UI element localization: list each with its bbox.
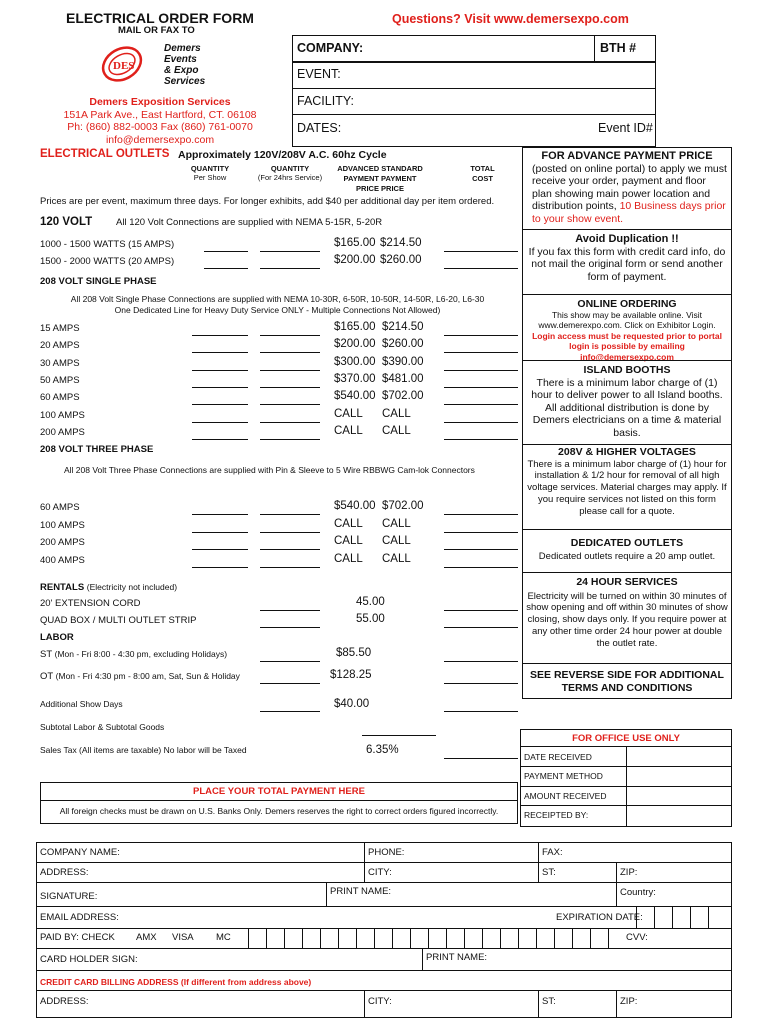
qty-input[interactable] [192,352,248,353]
24-hour-section: 24 HOUR SERVICES Electricity will be turned on within 30 minutes of show opening and off within 30 minutes of show closing, show days only. If you require power at any other time order 24 hour power at double the outlet rate. [526,576,728,649]
qty-input[interactable] [192,404,248,405]
qty-input[interactable] [192,549,248,550]
v208s-adv-price: $200.00 [334,338,376,351]
expiration-date-field[interactable]: EXPIRATION DATE: [556,912,643,923]
expiration-cell-divider [690,906,691,928]
total-input[interactable] [444,268,518,269]
qty-input[interactable] [260,683,320,684]
qty-input[interactable] [260,251,320,252]
country-field[interactable]: Country: [620,887,656,898]
cvv-field[interactable]: CVV: [626,932,648,943]
expiration-cell-divider [654,906,655,928]
svg-text:DES: DES [113,60,135,72]
v208t-desc: All 208 Volt Three Phase Connections are supplied with Pin & Sleeve to 5 Wire RBBWG Cam-lok Connectors [64,465,475,475]
v208s-row-label: 20 AMPS [40,340,80,352]
total-input[interactable] [444,387,518,388]
advance-payment-section: FOR ADVANCE PAYMENT PRICE (posted on online portal) to apply we must receive your order, payment and floor plan showing main power location and distribution points, 10 Business days prior to your show event. [532,150,727,225]
total-input[interactable] [444,335,518,336]
v120-row-label: 1000 - 1500 WATTS (15 AMPS) [40,239,175,250]
rental-cord-label: 20' EXTENSION CORD [40,598,141,609]
billing-zip-field[interactable]: ZIP: [620,996,638,1007]
billing-address-title: CREDIT CARD BILLING ADDRESS (If different from address above) [40,977,312,987]
qty-24-input[interactable] [260,549,320,550]
col-quantity-24: QUANTITY (For 24hrs Service) [257,164,323,182]
rentals-title: RENTALS (Electricity not included) [40,582,178,593]
address-field[interactable]: ADDRESS: [40,867,89,878]
v208t-title: 208 VOLT THREE PHASE [40,444,154,455]
col-advanced-standard: ADVANCED STANDARD PAYMENT PAYMENT PRICE PRICE [337,164,423,193]
rental-strip-label: QUAD BOX / MULTI OUTLET STRIP [40,615,197,626]
event-field[interactable]: EVENT: [297,67,341,81]
qty-input[interactable] [192,532,248,533]
labor-title: LABOR [40,632,74,643]
qty-24-input[interactable] [260,567,320,568]
qty-input[interactable] [260,268,320,269]
card-number-input[interactable] [248,928,622,948]
qty-24-input[interactable] [260,352,320,353]
v208s-row-label: 15 AMPS [40,323,80,334]
dedicated-outlets-section: DEDICATED OUTLETS Dedicated outlets require a 20 amp outlet. [538,537,716,562]
v208s-std-price: CALL [382,424,411,437]
phone-field[interactable]: PHONE: [368,847,405,858]
v208s-std-price: $702.00 [382,390,424,403]
qty-input[interactable] [192,439,248,440]
labor-ot-price: $128.25 [330,669,372,681]
dates-field[interactable]: DATES: [297,121,342,135]
print-name-field[interactable]: PRINT NAME: [330,886,392,897]
amount-received-field[interactable]: AMOUNT RECEIVED [524,791,607,801]
qty-input[interactable] [260,627,320,628]
tax-label: Sales Tax (All items are taxable) No labor will be Taxed [40,745,247,755]
v208s-row-label: 30 AMPS [40,357,80,369]
v208s-row-label: 200 AMPS [40,426,85,438]
qty-24-input[interactable] [260,387,320,388]
duplication-section: Avoid Duplication !! If you fax this form with credit card info, do not mail the original form or send another form of payment. [528,233,726,283]
v208t-row-label: 60 AMPS [40,502,80,513]
v208s-adv-price: $165.00 [334,321,376,333]
show-days-price: $40.00 [334,698,370,710]
company-name-field[interactable]: COMPANY NAME: [40,847,120,858]
form-title: ELECTRICAL ORDER FORM [66,10,254,26]
paid-by-visa[interactable]: VISA [172,932,194,943]
zip-field[interactable]: ZIP: [620,867,638,878]
qty-input[interactable] [192,422,248,423]
show-days-label: Additional Show Days [40,699,123,709]
billing-address-field[interactable]: ADDRESS: [40,996,89,1007]
total-input[interactable] [444,610,518,611]
tax-input[interactable] [444,758,518,759]
qty-input[interactable] [192,387,248,388]
v208t-std-price: CALL [382,517,411,530]
total-input[interactable] [444,352,518,353]
rental-cord-price: 45.00 [356,596,385,608]
v208s-std-price: $481.00 [382,372,424,385]
v208s-row-label: 60 AMPS [40,392,80,404]
labor-st-price: $85.50 [336,647,372,659]
v208s-adv-price: $300.00 [334,355,376,368]
booth-field[interactable]: BTH # [600,41,637,55]
v208t-std-price: $702.00 [382,500,424,512]
total-payment-label: PLACE YOUR TOTAL PAYMENT HERE [193,786,365,797]
total-input[interactable] [444,514,518,515]
logo-swirl-icon [98,40,148,90]
col-quantity: QUANTITY Per Show [190,164,230,182]
state-field[interactable]: ST: [542,867,556,878]
v208s-row-label: 100 AMPS [40,409,85,421]
billing-state-field[interactable]: ST: [542,996,556,1007]
total-input[interactable] [444,251,518,252]
qty-input[interactable] [192,335,248,336]
card-holder-sign-field[interactable]: CARD HOLDER SIGN: [40,954,138,965]
qty-input[interactable] [192,514,248,515]
v208t-std-price: CALL [382,535,411,547]
v208t-adv-price: CALL [334,552,363,565]
signature-field[interactable]: SIGNATURE: [40,891,98,902]
qty-24-input[interactable] [260,439,320,440]
payment-method-field[interactable]: PAYMENT METHOD [524,771,603,781]
total-input[interactable] [444,661,518,662]
v120-std-price: $260.00 [380,254,422,266]
qty-input[interactable] [192,370,248,371]
v120-title: 120 VOLT [40,216,93,228]
v208s-std-price: $390.00 [382,355,424,368]
v208s-adv-price: CALL [334,407,363,420]
v208s-title: 208 VOLT SINGLE PHASE [40,276,157,287]
v120-adv-price: $165.00 [334,237,376,249]
subtotal-input[interactable] [362,735,436,736]
tax-rate: 6.35% [366,744,399,756]
expiration-cell-divider [708,906,709,928]
total-input[interactable] [444,711,518,712]
paid-by-amx[interactable]: AMX [136,932,157,943]
pricing-note: Prices are per event, maximum three days. For longer exhibits, add $40 per additional day per item ordered. [40,196,495,207]
v120-row-label: 1500 - 2000 WATTS (20 AMPS) [40,256,175,267]
v208t-row-label: 200 AMPS [40,537,85,548]
qty-24-input[interactable] [260,370,320,371]
labor-ot: OT (Mon - Fri 4:30 pm - 8:00 am, Sat, Sun & Holiday [40,671,240,682]
questions-link[interactable]: Questions? Visit www.demersexpo.com [392,12,629,26]
qty-24-input[interactable] [260,404,320,405]
email-field[interactable]: EMAIL ADDRESS: [40,912,119,923]
v208t-std-price: CALL [382,552,411,565]
date-received-field[interactable]: DATE RECEIVED [524,752,592,762]
qty-input[interactable] [260,610,320,611]
total-input[interactable] [444,370,518,371]
expiration-cell-divider [672,906,673,928]
qty-24-input[interactable] [260,335,320,336]
high-voltage-section: 208V & HIGHER VOLTAGES There is a minimum labor charge of (1) hour for installation & 1/2 hour for removal of all high voltage services. Material charges may apply. If you require services not listed on this form please call for a quote. [527,446,727,517]
qty-input[interactable] [192,567,248,568]
outlets-title: ELECTRICAL OUTLETS [40,148,170,160]
v208s-std-price: $214.50 [382,321,424,333]
total-input[interactable] [444,404,518,405]
v208t-adv-price: CALL [334,535,363,547]
rental-strip-price: 55.00 [356,613,385,625]
company-field[interactable]: COMPANY: [297,41,364,55]
receipted-by-field[interactable]: RECEIPTED BY: [524,810,589,820]
island-booths-section: ISLAND BOOTHS There is a minimum labor charge of (1) hour to deliver power to all Island booths. All additional distribution is done by Demers electricians on a time & material basis. [531,364,723,439]
print-name-field-2[interactable]: PRINT NAME: [426,952,488,963]
v208s-adv-price: $540.00 [334,390,376,403]
subtotal-label: Subtotal Labor & Subtotal Goods [40,722,165,732]
v208s-row-label: 50 AMPS [40,374,80,386]
labor-st: ST (Mon - Fri 8:00 - 4:30 pm, excluding Holidays) [40,649,228,660]
fax-field[interactable]: FAX: [542,847,563,858]
total-input[interactable] [444,627,518,628]
v208t-adv-price: $540.00 [334,500,376,512]
v120-std-price: $214.50 [380,237,422,249]
v208t-adv-price: CALL [334,517,363,530]
qty-input[interactable] [260,661,320,662]
company-address-block: Demers Exposition Services 151A Park Ave., East Hartford, CT. 06108 Ph: (860) 882-0003 Fax (860) 761-0070 info@demersexpo.com [63,96,257,146]
outlets-cycle: Approximately 120V/208V A.C. 60hz Cycle [178,149,387,161]
total-input[interactable] [444,422,518,423]
event-id-field[interactable]: Event ID# [598,121,653,135]
total-input[interactable] [444,532,518,533]
qty-input[interactable] [260,711,320,712]
paid-by-check[interactable]: PAID BY: CHECK [40,932,115,943]
online-ordering-section: ONLINE ORDERING This show may be available online. Visit www.demerexpo.com. Click on Exhibitor Login. Login access must be requested prior to portal login is possible by emailing info@demersexpo.com [532,298,722,362]
reverse-side-note: SEE REVERSE SIDE FOR ADDITIONAL TERMS AND CONDITIONS [530,669,724,694]
qty-24-input[interactable] [260,532,320,533]
v208s-adv-price: $370.00 [334,372,376,385]
total-input[interactable] [444,439,518,440]
total-input[interactable] [444,683,518,684]
v208t-row-label: 100 AMPS [40,519,85,531]
facility-field[interactable]: FACILITY: [297,94,354,108]
city-field[interactable]: CITY: [368,867,392,878]
foreign-checks-note: All foreign checks must be drawn on U.S. Banks Only. Demers reserves the right to correct orders figured incorrectly. [59,806,499,816]
demers-logo: DES Demers Events & Expo Services [98,40,218,90]
qty-24-input[interactable] [260,422,320,423]
col-total-cost: TOTAL COST [470,164,495,183]
v208s-std-price: CALL [382,407,411,420]
form-subtitle: MAIL OR FAX TO [118,25,195,36]
total-input[interactable] [444,549,518,550]
v120-desc: All 120 Volt Connections are supplied with NEMA 5-15R, 5-20R [116,217,383,228]
paid-by-mc[interactable]: MC [216,932,231,943]
v208t-row-label: 400 AMPS [40,554,85,566]
v208s-std-price: $260.00 [382,338,424,351]
office-use-title: FOR OFFICE USE ONLY [572,733,680,744]
billing-city-field[interactable]: CITY: [368,996,392,1007]
v120-adv-price: $200.00 [334,254,376,266]
v208s-desc: All 208 Volt Single Phase Connections are supplied with NEMA 10-30R, 6-50R, 10-50R, 14-50R, L6-20, L6-30 One Dedicated Line for Heavy Duty Service ONLY - Multiple Connections Not Allowed) [70,294,485,315]
qty-24-input[interactable] [260,514,320,515]
total-input[interactable] [444,567,518,568]
v208s-adv-price: CALL [334,424,363,437]
